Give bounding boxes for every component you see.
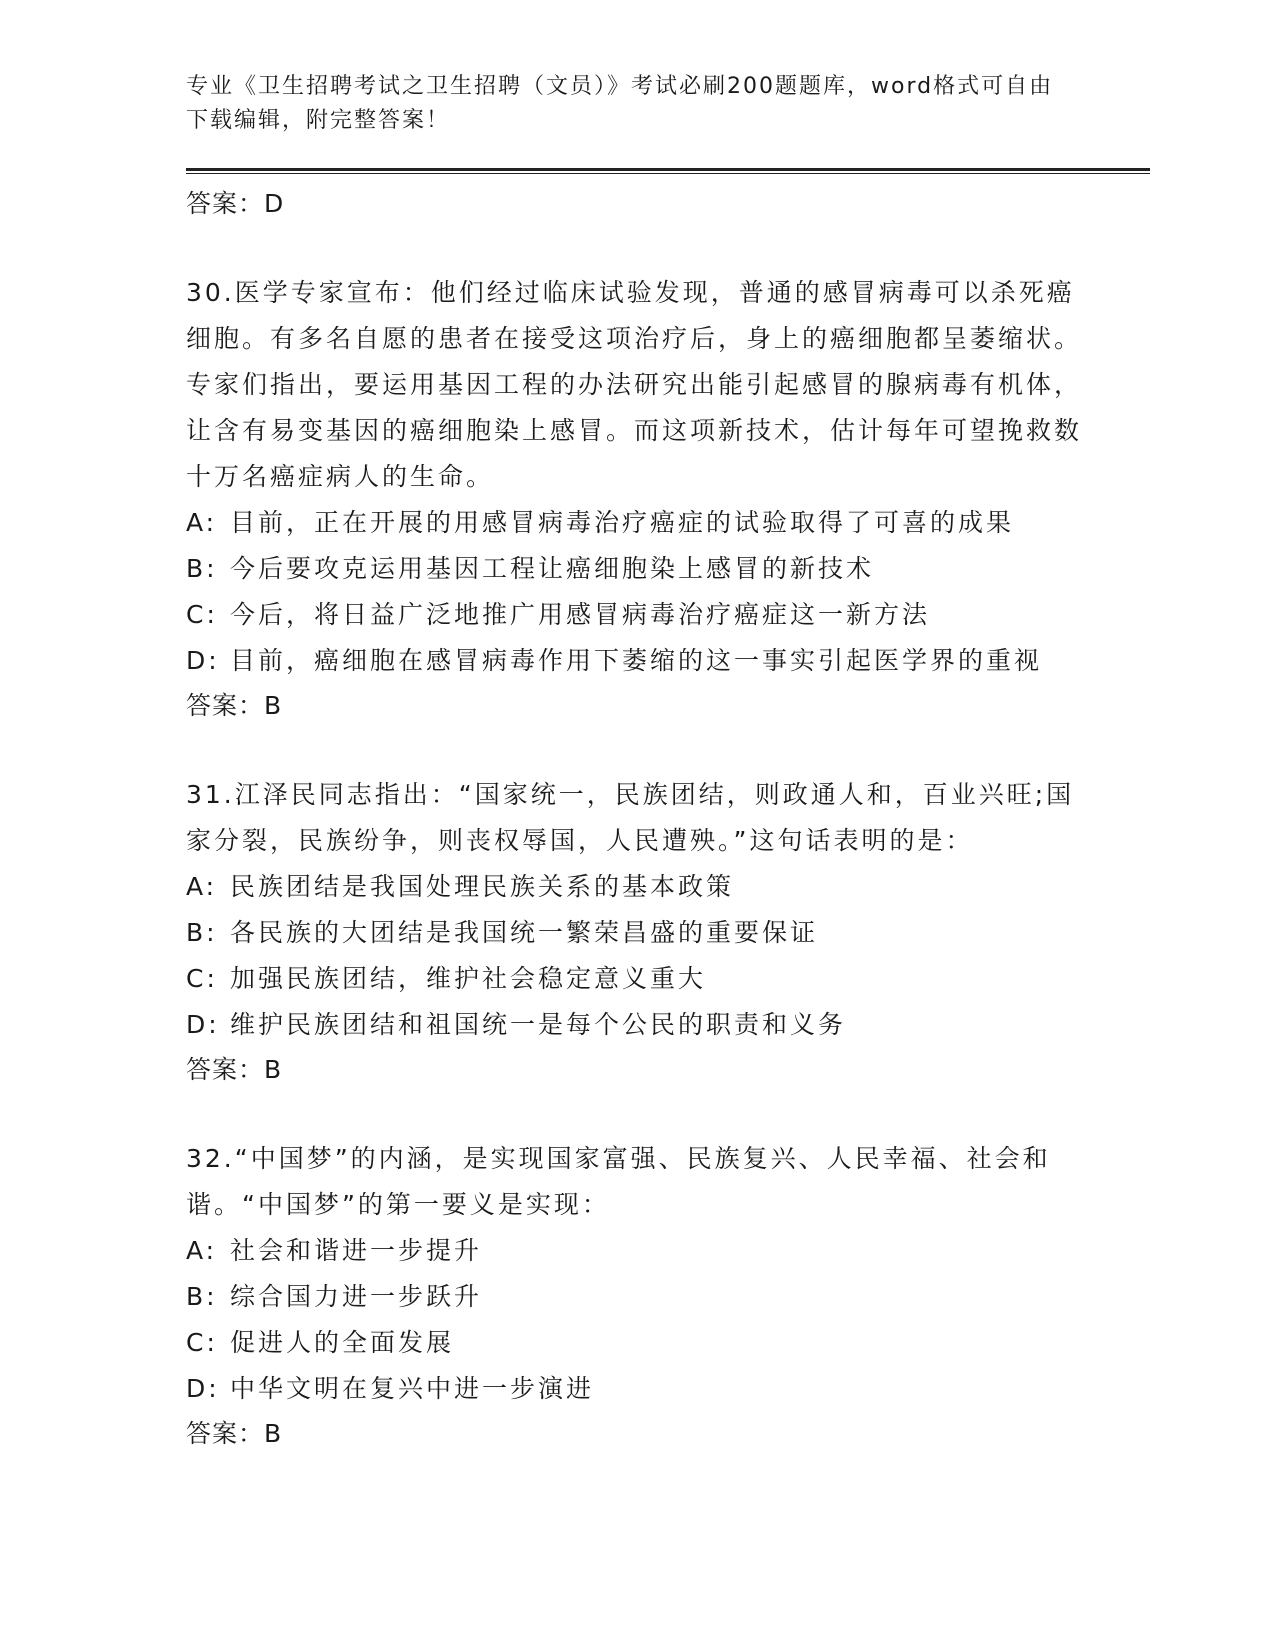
option-a: A: 社会和谐进一步提升 bbox=[186, 1236, 483, 1265]
question-32 bbox=[186, 1136, 1146, 1456]
option-b: B: 综合国力进一步跃升 bbox=[186, 1282, 483, 1311]
question-30 bbox=[186, 270, 1146, 728]
document-page bbox=[186, 70, 1146, 1456]
answer-label: 答案：B bbox=[186, 1055, 283, 1084]
answer-label: 答案：D bbox=[186, 189, 285, 218]
question-31 bbox=[186, 772, 1146, 1092]
option-c: C: 促进人的全面发展 bbox=[186, 1328, 455, 1357]
answer-label: 答案：B bbox=[186, 691, 283, 720]
question-stem: 30.医学专家宣布：他们经过临床试验发现，普通的感冒病毒可以杀死癌细胞。有多名自愿的患者在接受这项治疗后，身上的癌细胞都呈萎缩状。专家们指出，要运用基因工程的办法研究出能引起感冒的腺病毒有机体，让含有易变基因的癌细胞染上感冒。而这项新技术，估计每年可望挽救数十万名癌症病人的生命。 bbox=[186, 278, 1083, 491]
question-stem: 31.江泽民同志指出：“国家统一，民族团结，则政通人和，百业兴旺;国家分裂，民族纷争，则丧权辱国，人民遭殃。”这句话表明的是： bbox=[186, 780, 1075, 855]
option-a: A: 目前，正在开展的用感冒病毒治疗癌症的试验取得了可喜的成果 bbox=[186, 508, 1015, 537]
option-c: C: 今后，将日益广泛地推广用感冒病毒治疗癌症这一新方法 bbox=[186, 600, 931, 629]
answer-label: 答案：B bbox=[186, 1419, 283, 1448]
option-d: D: 中华文明在复兴中进一步演进 bbox=[186, 1374, 595, 1403]
document-header: 专业《卫生招聘考试之卫生招聘（文员）》考试必刷200题题库，word格式可自由下载编辑，附完整答案！ bbox=[186, 74, 1054, 133]
question-stem: 32.“中国梦”的内涵，是实现国家富强、民族复兴、人民幸福、社会和谐。“中国梦”的第一要义是实现： bbox=[186, 1144, 1051, 1219]
option-d: D: 目前，癌细胞在感冒病毒作用下萎缩的这一事实引起医学界的重视 bbox=[186, 646, 1043, 675]
option-b: B: 今后要攻克运用基因工程让癌细胞染上感冒的新技术 bbox=[186, 554, 875, 583]
header-divider bbox=[186, 168, 1150, 174]
option-b: B: 各民族的大团结是我国统一繁荣昌盛的重要保证 bbox=[186, 918, 819, 947]
option-a: A: 民族团结是我国处理民族关系的基本政策 bbox=[186, 872, 735, 901]
option-d: D: 维护民族团结和祖国统一是每个公民的职责和义务 bbox=[186, 1010, 847, 1039]
option-c: C: 加强民族团结，维护社会稳定意义重大 bbox=[186, 964, 707, 993]
